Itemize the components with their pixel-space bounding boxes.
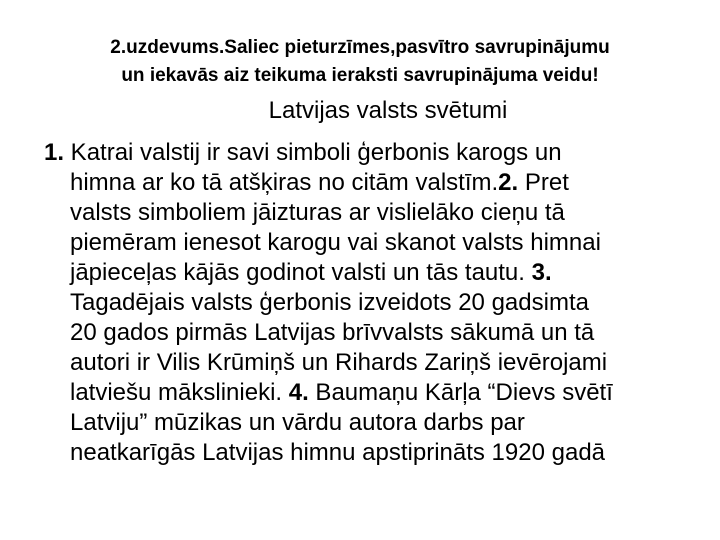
- text-segment: himna ar ko tā atšķiras no citām valstīm.: [70, 169, 499, 196]
- task-heading: [30, 34, 690, 90]
- text-segment: neatkarīgās Latvijas himnu apstiprināts 1920 gadā: [70, 439, 606, 466]
- text-line-11: [44, 438, 714, 468]
- text-line-3: [44, 198, 714, 228]
- text-line-5: [44, 258, 714, 288]
- text-segment: autori ir Vilis Krūmiņš un Rihards Zariņš ievērojami: [70, 349, 608, 376]
- text-title: Latvijas valsts svētumi: [268, 97, 508, 124]
- text-segment: Katrai valstij ir savi simboli ģerbonis karogs un: [64, 139, 562, 166]
- text-line-8: [44, 348, 714, 378]
- text-segment: valsts simboliem jāizturas ar vislielāko cieņu tā: [70, 199, 565, 226]
- sentence-number: 4.: [288, 379, 309, 406]
- sentence-number: 2.: [498, 169, 519, 196]
- text-line-2: [44, 168, 714, 198]
- text-line-7: [44, 318, 714, 348]
- text-segment: Latviju” mūzikas un vārdu autora darbs par: [70, 409, 525, 436]
- text-segment: 20 gados pirmās Latvijas brīvvalsts sākumā un tā: [70, 319, 595, 346]
- text-segment: Tagadējais valsts ģerbonis izveidots 20 gadsimta: [70, 289, 589, 316]
- text-line-9: [44, 378, 714, 408]
- task-heading-line-1: 2.uzdevums.Saliec pieturzīmes,pasvītro savrupinājumu: [110, 37, 610, 58]
- body-text: [44, 138, 714, 468]
- text-line-6: [44, 288, 714, 318]
- text-segment: latviešu mākslinieki.: [70, 379, 289, 406]
- text-line-1: [44, 138, 714, 168]
- text-segment: jāpieceļas kājās godinot valsti un tās tautu.: [70, 259, 532, 286]
- sentence-number: 3.: [531, 259, 552, 286]
- text-segment: Pret: [518, 169, 569, 196]
- text-line-4: [44, 228, 714, 258]
- task-heading-line-2: un iekavās aiz teikuma ieraksti savrupinājuma veidu!: [121, 65, 599, 86]
- text-segment: piemēram ienesot karogu vai skanot valsts himnai: [70, 229, 601, 256]
- text-line-10: [44, 408, 714, 438]
- sentence-number: 1.: [44, 139, 65, 166]
- text-segment: Baumaņu Kārļa “Dievs svētī: [308, 379, 613, 406]
